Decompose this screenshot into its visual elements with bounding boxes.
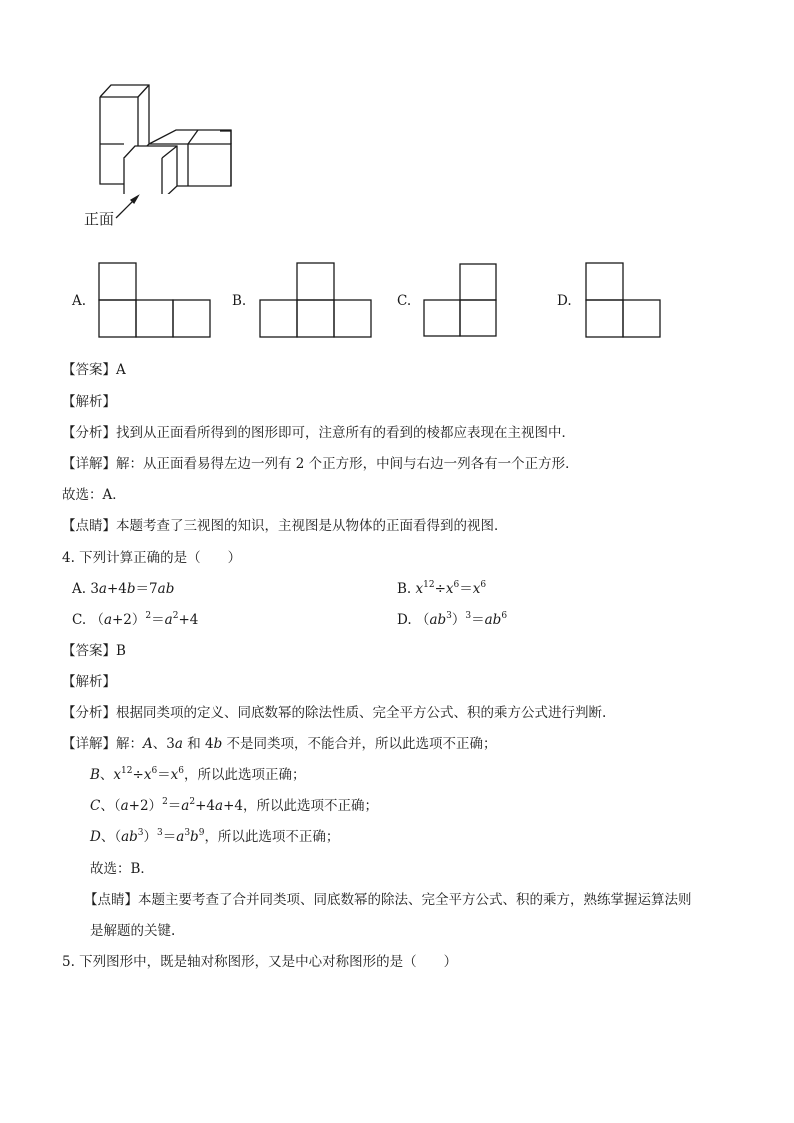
answer-tag: 【答案】 xyxy=(62,643,116,659)
q4-answer xyxy=(62,639,126,659)
q4-stem: 4. 下列计算正确的是（ ） xyxy=(62,550,242,566)
answer-value: B xyxy=(116,643,126,659)
q4-comment-cont: 是解题的关键. xyxy=(90,923,176,939)
q3-explain-tag: 【解析】 xyxy=(62,394,116,410)
analysis-tag: 【分析】 xyxy=(62,425,116,441)
comment-text: 本题考查了三视图的知识，主视图是从物体的正面看得到的视图． xyxy=(116,518,508,534)
detail-text: 解：从正面看易得左边一列有 2 个正方形，中间与右边一列各有一个正方形． xyxy=(116,456,579,472)
option-c-figure xyxy=(423,263,499,339)
q4-detail-a: 【详解】解：A、3a 和 4b 不是同类项，不能合并，所以此选项不正确； xyxy=(62,736,497,752)
q4-comment xyxy=(84,888,692,908)
option-b-figure xyxy=(259,262,373,338)
q3-detail xyxy=(62,452,579,472)
answer-value: A xyxy=(116,362,126,378)
cube-figure xyxy=(80,74,240,194)
q4-option-b: B. $x^{12}\div x^6=x^6$ xyxy=(397,579,487,597)
q4-choice: 故选：B． xyxy=(90,861,154,877)
q5-stem: 5. 下列图形中，既是轴对称图形，又是中心对称图形的是（ ） xyxy=(62,954,458,970)
q4-detail-b: B、$x^{12}\div x^6=x^6$，所以此选项正确； xyxy=(90,765,306,783)
q4-detail-d: D、$(ab^3)^3=a^3b^9$，所以此选项不正确； xyxy=(90,827,340,845)
analysis-text: 根据同类项的定义、同底数幂的除法性质、完全平方公式、积的乘方公式进行判断. xyxy=(116,705,607,721)
front-label: 正面 xyxy=(84,210,115,228)
q4-analysis xyxy=(62,701,606,721)
q4-option-d: D. $(ab^3)^3=ab^6$ xyxy=(397,610,508,628)
arrow-icon xyxy=(112,192,142,222)
q4-option-c: C. $(a+2)^2=a^2+4$ xyxy=(72,610,199,628)
option-d-label: D. xyxy=(557,293,572,309)
option-a-figure xyxy=(98,262,212,338)
comment-text: 本题主要考查了合并同类项、同底数幂的除法、完全平方公式、积的乘方，熟练掌握运算法则 xyxy=(138,892,692,908)
option-c-label: C. xyxy=(397,293,412,309)
option-a-label: A. xyxy=(72,293,87,309)
analysis-tag: 【分析】 xyxy=(62,705,116,721)
q4-option-a: A. 3a+4b＝7ab xyxy=(72,581,175,597)
q4-detail-c: C、$(a+2)^2=a^2+4a+4$，所以此选项不正确； xyxy=(90,796,378,814)
comment-tag: 【点睛】 xyxy=(84,892,138,908)
q3-comment xyxy=(62,514,508,534)
comment-tag: 【点睛】 xyxy=(62,518,116,534)
q4-explain-tag: 【解析】 xyxy=(62,674,116,690)
option-d-figure xyxy=(585,262,663,340)
q3-answer xyxy=(62,358,126,378)
option-b-label: B. xyxy=(232,293,247,309)
q3-analysis xyxy=(62,421,575,441)
q3-choice: 故选：A． xyxy=(62,487,126,503)
detail-tag: 【详解】 xyxy=(62,736,116,752)
detail-tag: 【详解】 xyxy=(62,456,116,472)
answer-tag: 【答案】 xyxy=(62,362,116,378)
analysis-text: 找到从正面看所得到的图形即可，注意所有的看到的棱都应表现在主视图中． xyxy=(116,425,575,441)
